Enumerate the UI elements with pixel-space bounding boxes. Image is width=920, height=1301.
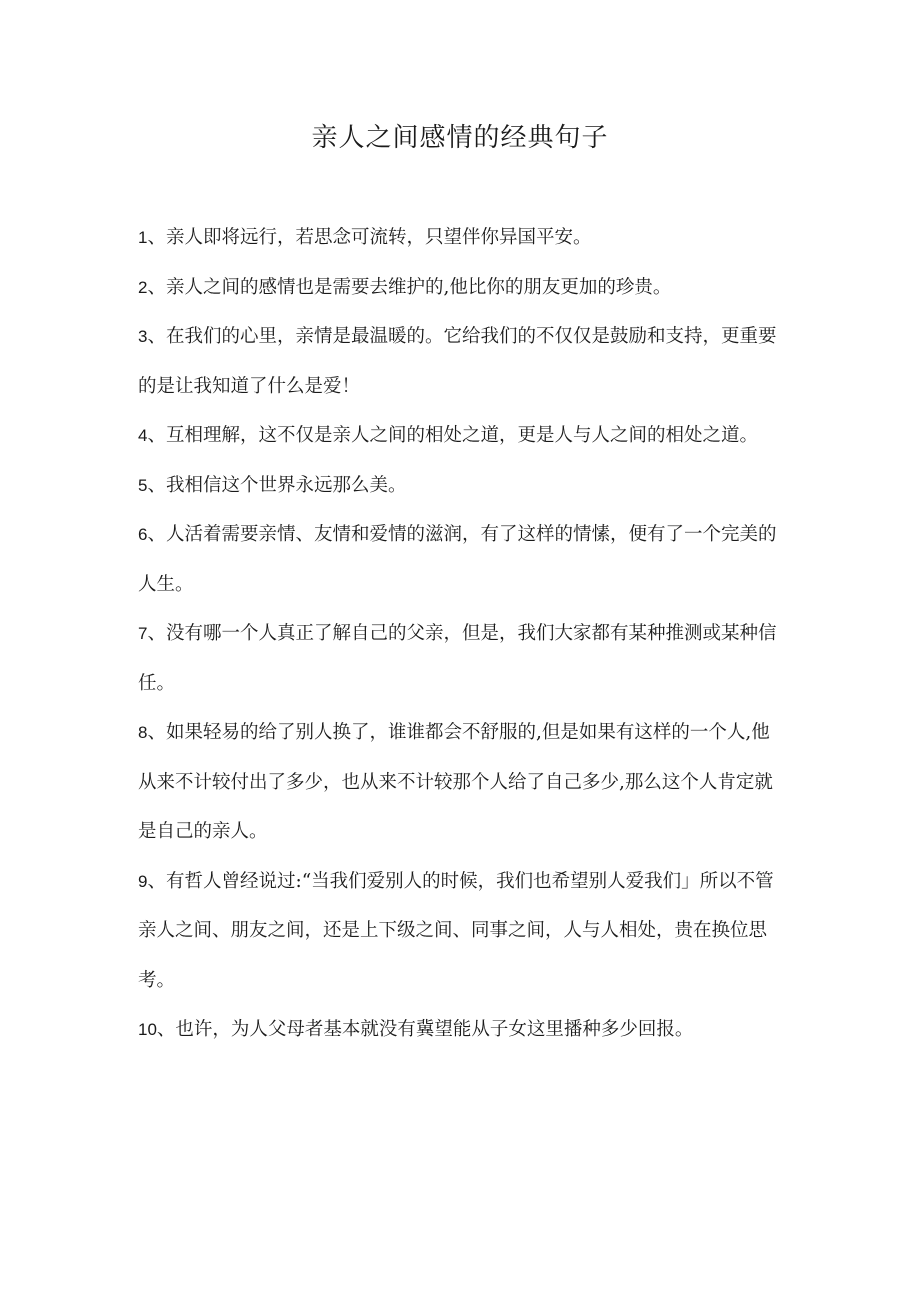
quote-list xyxy=(138,213,788,1055)
item-text: 、在我们的心里，亲情是最温暖的。它给我们的不仅仅是鼓励和支持，更重要的是让我知道了什么是爱！ xyxy=(138,326,777,397)
item-number: 4 xyxy=(138,426,148,445)
list-item xyxy=(138,263,788,313)
item-text: 、人活着需要亲情、友情和爱情的滋润，有了这样的情愫，便有了一个完美的人生。 xyxy=(138,524,777,595)
item-number: 3 xyxy=(138,327,148,346)
item-text: 、亲人之间的感情也是需要去维护的,他比你的朋友更加的珍贵。 xyxy=(147,276,672,298)
item-number: 7 xyxy=(138,624,148,643)
list-item xyxy=(138,312,788,411)
item-text: 、我相信这个世界永远那么美。 xyxy=(147,474,407,496)
item-text: 、亲人即将远行，若思念可流转，只望伴你异国平安。 xyxy=(147,227,592,248)
item-text: 、有哲人曾经说过:“当我们爱别人的时候，我们也希望别人爱我们」所以不管亲人之间、朋友之间，还是上下级之间、同事之间，人与人相处，贵在换位思考。 xyxy=(138,870,774,991)
list-item xyxy=(138,510,788,609)
list-item xyxy=(138,609,788,708)
item-text: 、互相理解，这不仅是亲人之间的相处之道，更是人与人之间的相处之道。 xyxy=(147,425,758,446)
item-text: 、也许，为人父母者基本就没有冀望能从子女这里播种多少回报。 xyxy=(156,1019,694,1040)
item-number: 2 xyxy=(138,277,148,297)
item-number: 9 xyxy=(138,871,148,891)
document-title: 亲人之间感情的经典句子 xyxy=(311,123,609,153)
list-item xyxy=(138,1005,788,1055)
item-number: 8 xyxy=(138,723,148,742)
list-item xyxy=(138,213,788,263)
item-number: 10 xyxy=(138,1020,157,1039)
list-item xyxy=(138,857,788,1006)
item-text: 、没有哪一个人真正了解自己的父亲，但是，我们大家都有某种推测或某种信任。 xyxy=(138,623,777,694)
item-number: 1 xyxy=(138,228,148,247)
item-number: 5 xyxy=(138,475,148,495)
list-item xyxy=(138,708,788,857)
item-number: 6 xyxy=(138,525,148,544)
list-item xyxy=(138,461,788,511)
list-item xyxy=(138,411,788,461)
item-text: 、如果轻易的给了别人换了，谁谁都会不舒服的,但是如果有这样的一个人,他从来不计较付出了多少，也从来不计较那个人给了自己多少,那么这个人肯定就是自己的亲人。 xyxy=(138,722,773,842)
